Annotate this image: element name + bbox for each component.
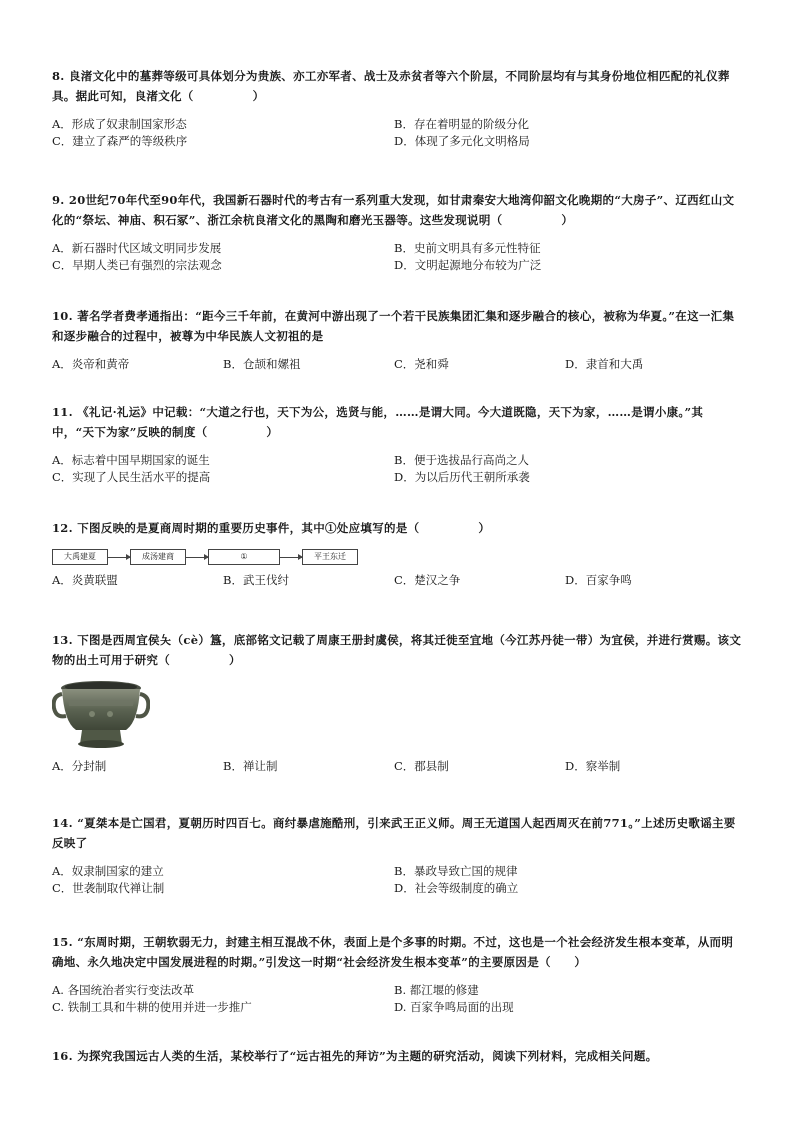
options	[52, 863, 742, 897]
options	[52, 116, 742, 150]
arrow-icon	[280, 557, 302, 558]
option-c[interactable]: C．建立了森严的等级秩序	[52, 134, 188, 148]
question-8	[52, 66, 742, 150]
option-a[interactable]: A．分封制	[52, 759, 107, 773]
option-b[interactable]: B．武王伐纣	[223, 573, 289, 587]
question-stem: 12. 下图反映的是夏商周时期的重要历史事件，其中①处应填写的是（ ）	[52, 521, 491, 535]
option-b[interactable]: B．便于选拔品行高尚之人	[394, 453, 529, 467]
bronze-gui-vessel-image	[52, 678, 150, 752]
option-c[interactable]: C．早期人类已有强烈的宗法观念	[52, 258, 222, 272]
option-b[interactable]: B．仓颉和嫘祖	[223, 357, 301, 371]
question-10	[52, 306, 742, 373]
question-14	[52, 813, 742, 897]
option-b[interactable]: B．暴政导致亡国的规律	[394, 864, 518, 878]
question-11	[52, 402, 742, 486]
question-stem: 10. 著名学者费孝通指出：“距今三千年前，在黄河中游出现了一个若干民族集团汇集和逐步融合的核心，被称为华夏。”在这一汇集和逐步融合的过程中，被尊为中华民族人文初祖的是	[52, 309, 735, 343]
option-d[interactable]: D．百家争鸣	[565, 573, 632, 587]
flow-box-blank: ①	[208, 549, 280, 565]
option-d[interactable]: D．隶首和大禹	[565, 357, 644, 371]
options	[52, 572, 742, 589]
options	[52, 758, 742, 775]
question-12	[52, 518, 742, 589]
option-c[interactable]: C．实现了人民生活水平的提高	[52, 470, 211, 484]
option-a[interactable]: A．炎黄联盟	[52, 573, 118, 587]
question-13	[52, 630, 742, 775]
option-c[interactable]: C．楚汉之争	[394, 573, 461, 587]
question-9	[52, 190, 742, 274]
option-c[interactable]: C．世袭制取代禅让制	[52, 881, 165, 895]
flow-box-xia: 大禹建夏	[52, 549, 108, 565]
option-a[interactable]: A．奴隶制国家的建立	[52, 864, 164, 878]
arrow-icon	[186, 557, 208, 558]
question-stem: 14. “夏桀本是亡国君，夏朝历时四百七。商纣暴虐施酷刑，引来武王正义师。周王无道国人起西周灭在前771。”上述历史歌谣主要反映了	[52, 816, 736, 850]
option-b[interactable]: B．存在着明显的阶级分化	[394, 117, 529, 131]
option-a[interactable]: A．炎帝和黄帝	[52, 357, 130, 371]
question-stem: 16. 为探究我国远古人类的生活，某校举行了“远古祖先的拜访”为主题的研究活动，阅读下列材料，完成相关问题。	[52, 1049, 658, 1063]
option-b[interactable]: B．史前文明具有多元性特征	[394, 241, 541, 255]
flow-box-shang: 成汤建商	[130, 549, 186, 565]
option-d[interactable]: D．社会等级制度的确立	[394, 881, 519, 895]
options	[52, 982, 742, 1016]
option-b[interactable]: B. 都江堰的修建	[394, 983, 479, 997]
option-b[interactable]: B．禅让制	[223, 759, 278, 773]
question-stem: 11. 《礼记·礼运》中记载：“大道之行也，天下为公，选贤与能，……是谓大同。今大道既隐，天下为家，……是谓小康。”其中，“天下为家”反映的制度（ ）	[52, 405, 704, 439]
option-c[interactable]: C. 铁制工具和牛耕的使用并进一步推广	[52, 1000, 252, 1014]
option-a[interactable]: A．新石器时代区域文明同步发展	[52, 241, 222, 255]
question-15	[52, 932, 742, 1016]
history-flow-diagram	[52, 546, 742, 568]
option-d[interactable]: D．文明起源地分布较为广泛	[394, 258, 542, 272]
question-stem: 13. 下图是西周宜侯夨（cè）簋，底部铭文记载了周康王册封虞侯，将其迁徙至宜地（今江苏丹徒一带）为宜侯，并进行赏赐。该文物的出土可用于研究（ ）	[52, 633, 742, 667]
option-d[interactable]: D．体现了多元化文明格局	[394, 134, 530, 148]
option-a[interactable]: A. 各国统治者实行变法改革	[52, 983, 195, 997]
options	[52, 452, 742, 486]
question-stem: 15. “东周时期，王朝软弱无力，封建主相互混战不休，表面上是个多事的时期。不过，这也是一个社会经济发生根本变革，从而明确地、永久地决定中国发展进程的时期。”引发这一时期“社会经济发生根本变革”的主要原因是（ ）	[52, 935, 734, 969]
option-d[interactable]: D．为以后历代王朝所承袭	[394, 470, 530, 484]
arrow-icon	[108, 557, 130, 558]
option-a[interactable]: A．标志着中国早期国家的诞生	[52, 453, 210, 467]
question-16	[52, 1046, 742, 1066]
flow-box-zhou: 平王东迁	[302, 549, 358, 565]
option-a[interactable]: A．形成了奴隶制国家形态	[52, 117, 187, 131]
question-stem: 9. 20世纪70年代至90年代，我国新石器时代的考古有一系列重大发现，如甘肃秦安大地湾仰韶文化晚期的“大房子”、辽西红山文化的“祭坛、神庙、积石冢”、浙江余杭良渚文化的黑陶和磨光玉器等。这些发现说明（ ）	[52, 193, 735, 227]
option-c[interactable]: C．郡县制	[394, 759, 449, 773]
option-c[interactable]: C．尧和舜	[394, 357, 449, 371]
option-d[interactable]: D. 百家争鸣局面的出现	[394, 1000, 514, 1014]
options	[52, 240, 742, 274]
question-stem: 8. 良渚文化中的墓葬等级可具体划分为贵族、亦工亦军者、战士及赤贫者等六个阶层，不同阶层均有与其身份地位相匹配的礼仪葬具。据此可知，良渚文化（ ）	[52, 69, 730, 103]
option-d[interactable]: D．察举制	[565, 759, 621, 773]
options	[52, 356, 742, 373]
